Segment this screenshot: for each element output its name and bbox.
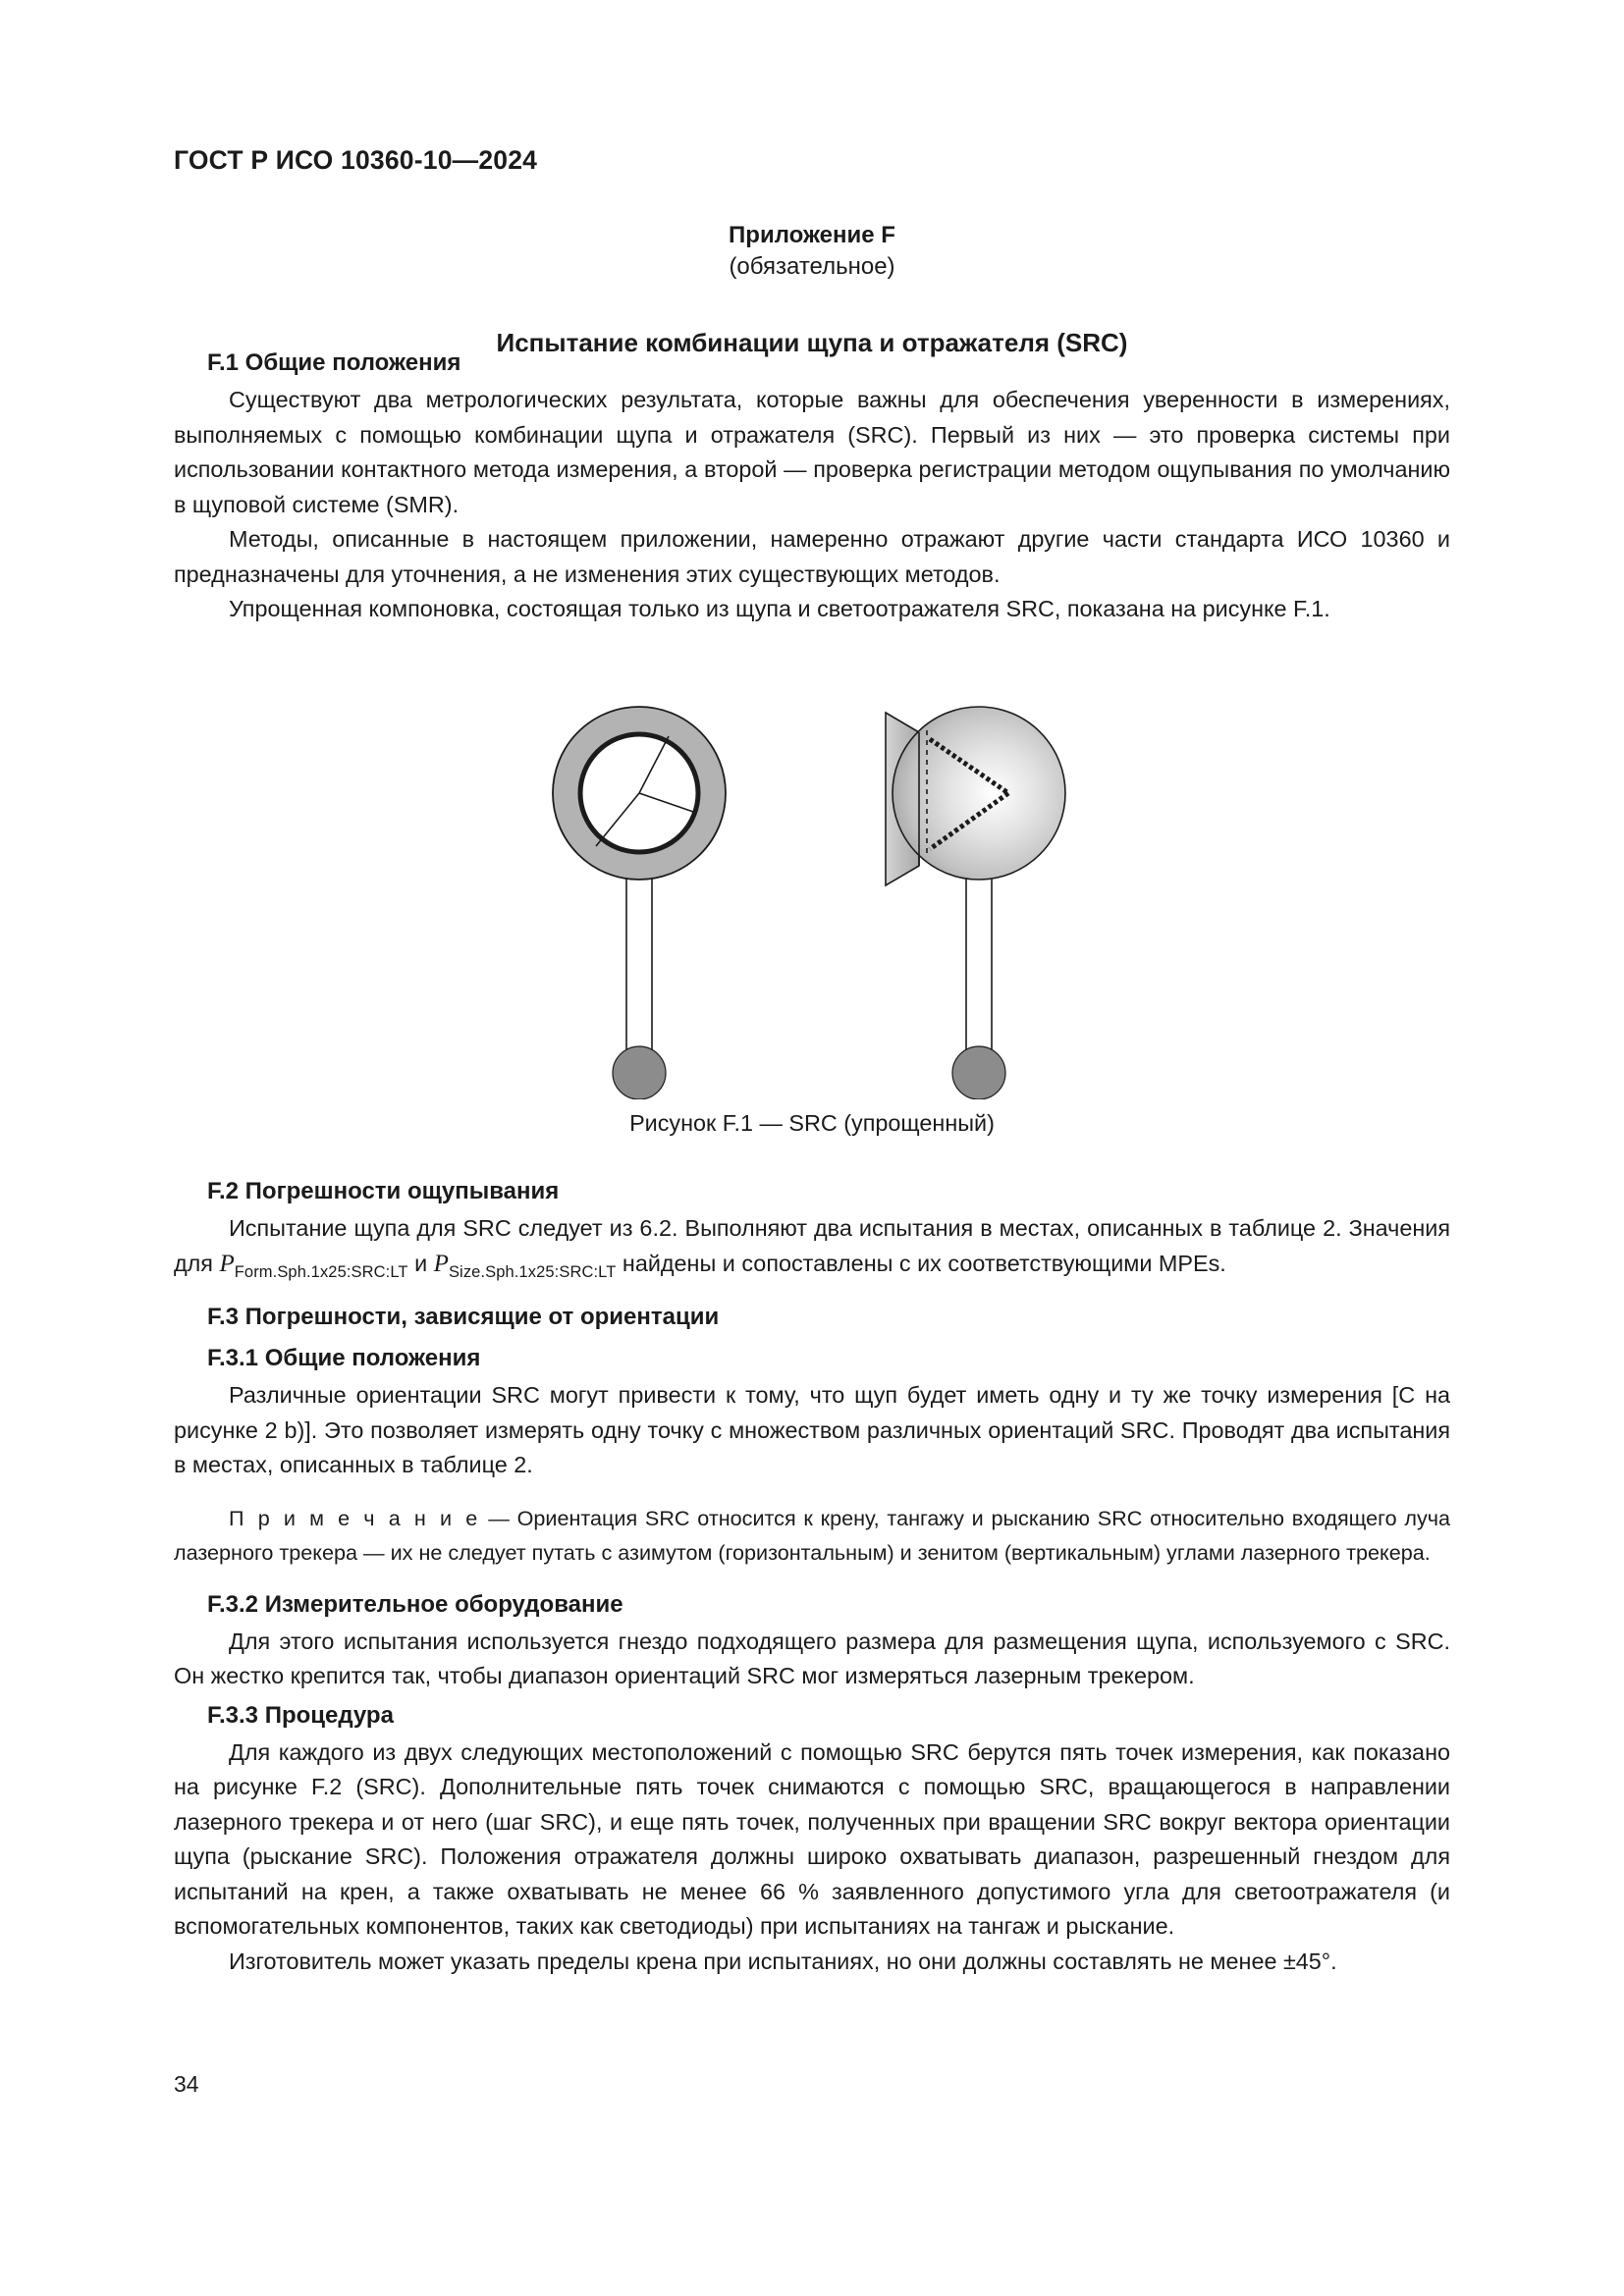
page-number: 34: [174, 2071, 199, 2097]
note-label: П р и м е ч а н и е: [229, 1505, 481, 1530]
heading-f2: F.2 Погрешности ощупывания: [207, 1178, 560, 1204]
retroreflector-assembly: [886, 707, 1065, 1099]
figure-f1-drawing: [439, 677, 1185, 1099]
section-f1: [174, 346, 1450, 627]
note-f3-1: [174, 1501, 1450, 1570]
annex-title: Испытание комбинации щупа и отражателя (SRC): [496, 328, 1128, 357]
formula-size-var: P: [433, 1250, 449, 1277]
section-f2-f3: [174, 1174, 1450, 1979]
formula-form-subscript: Form.Sph.1x25:SRC:LT: [234, 1262, 408, 1281]
paragraph-f3-1-1: Различные ориентации SRC могут привести к тому, что щуп будет иметь одну и ту же точку измерения [C на рисунке 2 b)]. Это позволяет измерять одну точку с множеством различных ориентаций SRC. Проводят два испытания в местах, описанных в таблице 2.: [174, 1382, 1450, 1477]
formula-size-subscript: Size.Sph.1x25:SRC:LT: [448, 1262, 617, 1281]
paragraph-f2-1-middle: и: [407, 1250, 434, 1276]
heading-f3-3: F.3.3 Процедура: [207, 1701, 394, 1729]
paragraph-f2-1: [174, 1211, 1450, 1290]
figure-f1: [174, 677, 1450, 1139]
retroreflector-stem: [966, 870, 992, 1066]
paragraph-f1-3: Упрощенная компоновка, состоящая только из щупа и светоотражателя SRC, показана на рисунке F.1.: [229, 596, 1330, 621]
paragraph-f3-2-1: Для этого испытания используется гнездо подходящего размера для размещения щупа, используемого с SRC. Он жестко крепится так, чтобы диапазон ориентаций SRC мог измеряться лазерным трекером.: [174, 1628, 1450, 1688]
heading-f3-1: F.3.1 Общие положения: [207, 1345, 481, 1371]
annex-label: Приложение F: [729, 222, 895, 248]
note-text: — Ориентация SRC относится к крену, тангажу и рысканию SRC относительно входящего луча лазерного трекера — их не следует путать с азимутом (горизонтальным) и зенитом (вертикальным) углами лазерного трекера.: [174, 1505, 1451, 1565]
paragraph-f1-1: Существуют два метрологических результата, которые важны для обеспечения уверенности в измерениях, выполняемых с помощью комбинации щупа и отражателя (SRC). Первый из них — это проверка системы при использовании контактного метода измерения, а второй — проверка регистрации методом ощупывания по умолчанию в щуповой системе (SMR).: [174, 387, 1450, 517]
paragraph-f3-3-1: Для каждого из двух следующих местоположений с помощью SRC берутся пять точек измерения, как показано на рисунке F.2 (SRC). Дополнительные пять точек снимаются с помощью SRC, вращающегося в направлении лазерного трекера и от него (шаг SRC), и еще пять точек, полученных при вращении SRC вокруг вектора ориентации щупа (рыскание SRC). Положения отражателя должны широко охватывать диапазон, разрешенный гнездом для испытаний на крен, а также охватывать не менее 66 % заявленного допустимого угла для светоотражателя (и вспомогательных компонентов, таких как светодиоды) при испытаниях на тангаж и рыскание.: [174, 1738, 1450, 1939]
formula-form-var: P: [219, 1250, 235, 1277]
probe-assembly: [553, 707, 726, 1099]
heading-f3: F.3 Погрешности, зависящие от ориентации: [207, 1304, 720, 1330]
paragraph-f2-1-after: найдены и сопоставлены с их соответствующими MPEs.: [616, 1250, 1226, 1276]
heading-f1: F.1 Общие положения: [207, 349, 461, 376]
annex-status: (обязательное): [729, 253, 895, 280]
probe-tip-ball: [613, 1046, 666, 1099]
paragraph-f1-2: Методы, описанные в настоящем приложении, намеренно отражают другие части стандарта ИСО 10360 и предназначены для уточнения, а не изменения этих существующих методов.: [174, 526, 1450, 587]
retroreflector-tip-ball: [952, 1046, 1005, 1099]
annex-heading-block: [174, 220, 1450, 359]
paragraph-f2-1-before: Испытание щупа для SRC следует из 6.2. Выполняют два испытания в местах, описанных в таблице 2. Значения для: [174, 1215, 1450, 1276]
paragraph-f3-3-2: Изготовитель может указать пределы крена при испытаниях, но они должны составлять не менее ±45°.: [229, 1948, 1337, 1974]
figure-caption: Рисунок F.1 — SRC (упрощенный): [629, 1110, 995, 1136]
running-header: ГОСТ Р ИСО 10360-10—2024: [174, 145, 538, 175]
probe-stem: [626, 870, 652, 1066]
heading-f3-2: F.3.2 Измерительное оборудование: [207, 1590, 623, 1618]
